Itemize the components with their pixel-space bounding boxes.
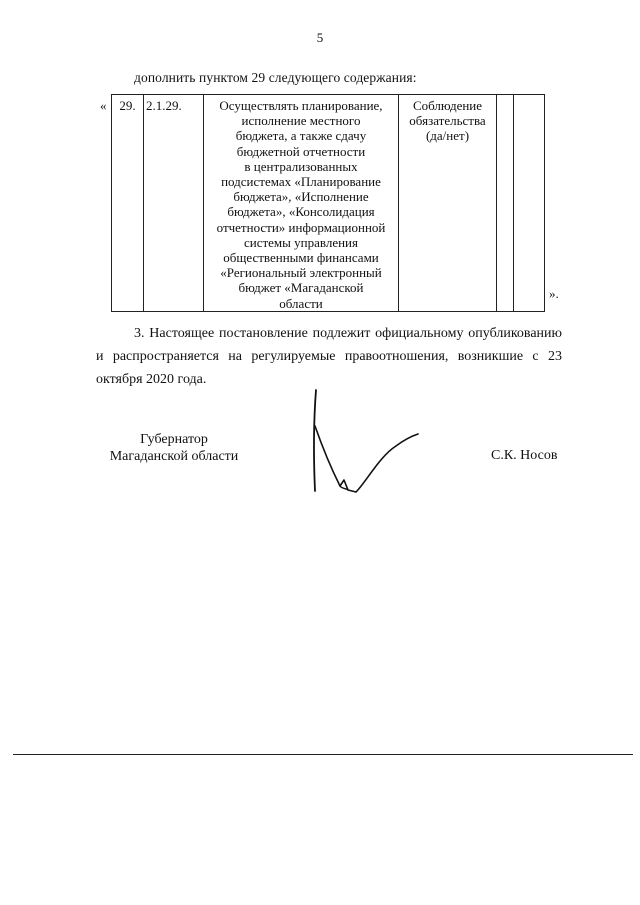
- signatory-title: [104, 431, 244, 465]
- signatory-name: С.К. Носов: [491, 448, 558, 463]
- intro-text: дополнить пунктом 29 следующего содержания:: [134, 70, 417, 85]
- description-line: системы управления: [243, 234, 358, 250]
- closing-quote: ».: [549, 286, 559, 301]
- description-line: бюджета, а также сдачу: [235, 128, 367, 144]
- description-line: бюджета», «Исполнение: [233, 189, 369, 205]
- description-line: бюджет «Магаданской: [238, 280, 364, 296]
- footer-divider: [13, 754, 633, 755]
- item-description: [204, 95, 399, 312]
- description-line: бюджетной отчетности: [236, 143, 366, 159]
- opening-quote: «: [100, 98, 107, 113]
- handwritten-signature: [296, 386, 426, 506]
- signatory-title-line: Губернатор: [140, 432, 208, 447]
- item-number: 29.: [112, 95, 144, 312]
- page-number: 5: [316, 30, 324, 45]
- criterion-line: Соблюдение: [412, 98, 483, 113]
- signatory-title-line: Магаданской области: [109, 449, 239, 464]
- item-criterion: [399, 95, 497, 312]
- amendment-table: [111, 94, 545, 312]
- description-line: отчетности» информационной: [216, 219, 386, 235]
- criterion-line: обязательства: [409, 113, 486, 129]
- paragraph-3: [96, 322, 562, 391]
- description-line: области: [279, 295, 323, 311]
- description-line: «Региональный электронный: [220, 265, 382, 281]
- description-line: исполнение местного: [241, 113, 361, 129]
- description-line: общественными финансами: [223, 250, 379, 266]
- paragraph-3-text: 3. Настоящее постановление подлежит официальному опубликованию и распространяется на регулируемые правоотношения, возникшие с 23 октября 2020 года.: [96, 326, 562, 387]
- description-line: подсистемах «Планирование: [221, 174, 381, 190]
- table-row: [112, 95, 545, 312]
- description-line: в централизованных: [244, 158, 358, 174]
- criterion-line: (да/нет): [425, 128, 470, 144]
- empty-cell: [497, 95, 514, 312]
- item-code: 2.1.29.: [144, 95, 204, 312]
- description-line: Осуществлять планирование,: [219, 98, 383, 113]
- description-line: бюджета», «Консолидация: [227, 204, 375, 220]
- empty-cell: [514, 95, 545, 312]
